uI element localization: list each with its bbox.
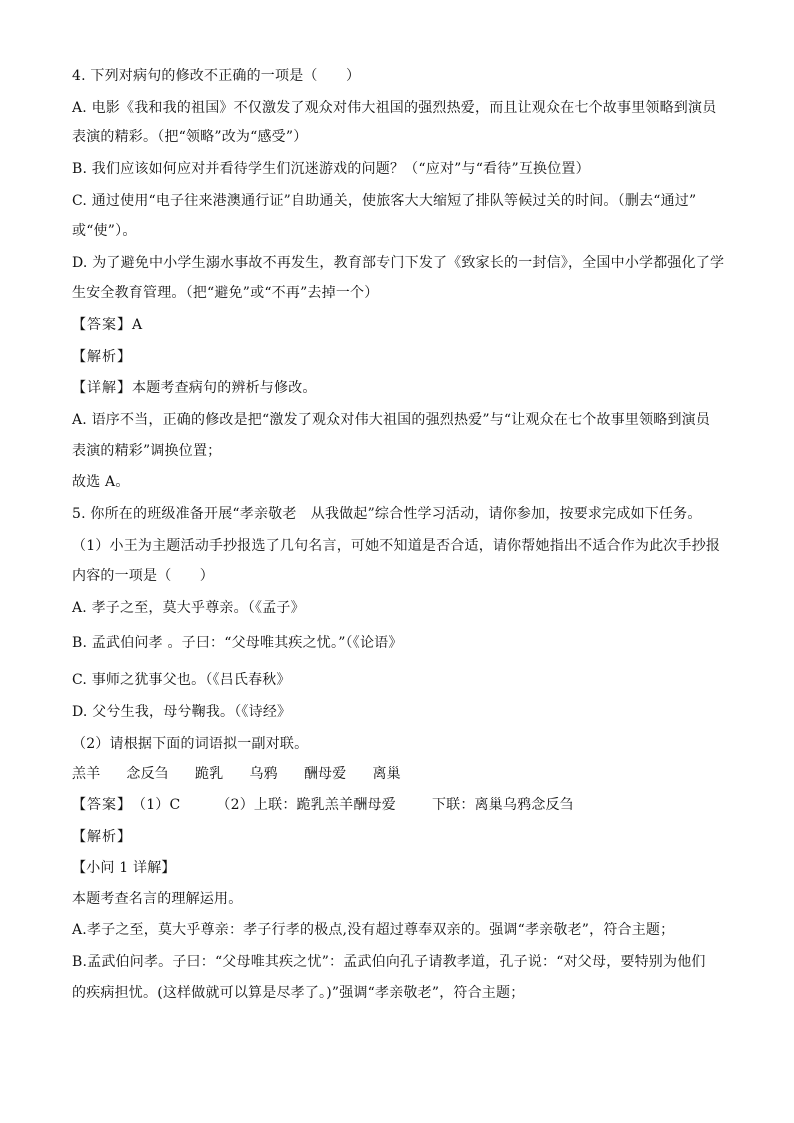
- question-5-answer: [72, 795, 732, 815]
- question-4-option-d-line2: 生安全教育管理。（把“避免”或“不再”去掉一个）: [72, 285, 379, 301]
- answer-part-3: 下联：离巢乌鸦念反刍: [431, 797, 574, 813]
- question-5-explanation-b-line2: 的疾病担忧。(这样做就可以算是尽孝了。)”强调“孝亲敬老”，符合主题；: [72, 985, 525, 1001]
- question-4-explanation-line1: A. 语序不当，正确的修改是把“激发了观众对伟大祖国的强烈热爱”与“让观众在七个故事里领略到演员: [72, 412, 711, 428]
- question-4-analysis-tag: 【解析】: [72, 349, 132, 365]
- answer-part-2: （2）上联：跪乳羔羊酬母爱: [216, 797, 396, 813]
- question-4-explanation-line2: 表演的精彩”调换位置；: [72, 443, 222, 459]
- word-item: 酬母爱: [303, 766, 347, 782]
- question-4-option-d-line1: D. 为了避免中小学生溺水事故不再发生，教育部专门下发了《致家长的一封信》，全国中小学都强化了学: [72, 255, 725, 271]
- word-item: 乌鸦: [249, 766, 278, 782]
- question-4-option-c-line1: C. 通过使用“电子往来港澳通行证”自助通关，使旅客大大缩短了排队等候过关的时间。（删去“通过”: [72, 193, 697, 209]
- question-4-option-a-line1: A. 电影《我和我的祖国》不仅激发了观众对伟大祖国的强烈热爱，而且让观众在七个故事里领略到演员: [72, 100, 717, 116]
- question-5-detail: 本题考查名言的理解运用。: [72, 891, 243, 907]
- question-4-option-a-line2: 表演的精彩。（把“领略”改为“感受”）: [72, 129, 308, 145]
- question-4-detail: [72, 378, 732, 398]
- question-5-sub1-line2: 内容的一项是（ ）: [72, 568, 214, 584]
- word-item: 跪乳: [195, 766, 224, 782]
- detail-text: 本题考查病句的辨析与修改。: [132, 380, 317, 396]
- answer-part-1: （1）C: [132, 797, 181, 813]
- question-5-stem: 5. 你所在的班级准备开展“孝亲敬老 从我做起”综合性学习活动，请你参加，按要求完成如下任务。: [72, 506, 702, 522]
- question-4-option-b: B. 我们应该如何应对并看待学生们沉迷游戏的问题？（“应对”与“看待”互换位置）: [72, 161, 590, 177]
- question-5-explanation-a: A.孝子之至，莫大乎尊亲：孝子行孝的极点,没有超过尊奉双亲的。强调“孝亲敬老”，符合主题；: [72, 922, 675, 938]
- question-4-option-c-line2: 或“使”）。: [72, 223, 137, 239]
- word-item: 离巢: [372, 766, 401, 782]
- word-list: [72, 764, 732, 784]
- question-4-stem: 4. 下列对病句的修改不正确的一项是（ ）: [72, 68, 361, 84]
- question-5-option-b: B. 孟武伯问孝 。子曰：“父母唯其疾之忧。”（《论语》: [72, 635, 403, 651]
- answer-tag: 【答案】: [72, 317, 132, 333]
- question-4-answer: [72, 315, 732, 335]
- word-item: 念反刍: [126, 766, 170, 782]
- question-5-option-d: D. 父兮生我，母兮鞠我。（《诗经》: [72, 704, 292, 720]
- answer-tag: 【答案】: [72, 797, 132, 813]
- question-5-explanation-b-line1: B.孟武伯问孝。子曰：“父母唯其疾之忧”：孟武伯向孔子请教孝道，孔子说：“对父母，要特别为他们: [72, 954, 706, 970]
- question-4-conclusion: 故选 A。: [72, 474, 130, 490]
- question-5-option-c: C. 事师之犹事父也。（《吕氏春秋》: [72, 672, 291, 688]
- detail-tag: 【详解】: [72, 380, 132, 396]
- question-5-analysis-tag: 【解析】: [72, 829, 132, 845]
- question-5-sub1-line1: （1）小王为主题活动手抄报选了几句名言，可她不知道是否合适，请你帮她指出不适合作为此次手抄报: [72, 538, 721, 554]
- word-item: 羔羊: [72, 766, 101, 782]
- question-5-option-a: A. 孝子之至，莫大乎尊亲。（《孟子》: [72, 600, 305, 616]
- question-5-sub2: （2）请根据下面的词语拟一副对联。: [72, 736, 309, 752]
- answer-value: A: [132, 317, 143, 333]
- question-5-subquestion-tag: 【小问 1 详解】: [72, 860, 176, 876]
